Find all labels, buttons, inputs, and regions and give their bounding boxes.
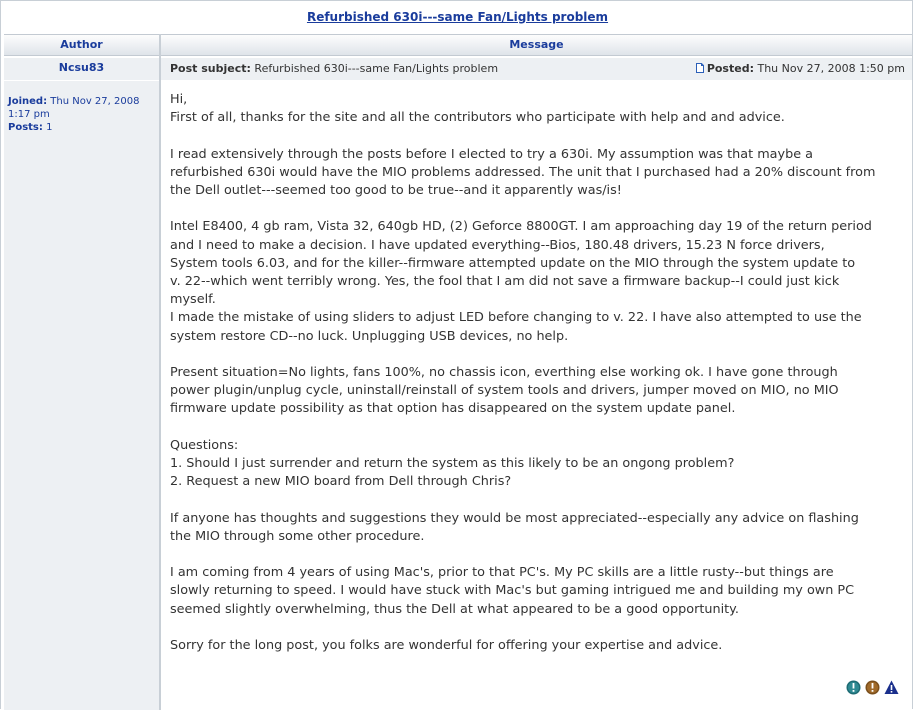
report-warning-icon[interactable] [884, 680, 899, 695]
post-body-line: the Dell outlet---seemed too good to be true--and it apparently was/is! [170, 183, 622, 198]
paragraph-gap [170, 346, 905, 364]
joined-date: Thu Nov 27, 2008 1:17 pm [8, 96, 140, 120]
post-link-icon[interactable] [696, 63, 704, 73]
post-body-line: Hi, [170, 92, 188, 107]
post-body-line: Intel E8400, 4 gb ram, Vista 32, 640gb HD, (2) Geforce 8800GT. I am approaching day 19 of the return period [170, 219, 872, 235]
post-body-line: myself. [170, 292, 216, 308]
post-body-line: First of all, thanks for the site and all the contributors who participate with help and and advice. [170, 110, 785, 126]
column-header-author: Author [4, 34, 159, 56]
paragraph-gap [170, 200, 905, 218]
post-body-line: 2. Request a new MIO board from Dell through Chris? [170, 474, 512, 490]
info-icon[interactable] [846, 680, 861, 695]
post-body-line: slowly returning to speed. I would have stuck with Mac's but gaming intrigued me and building my own PC [170, 583, 855, 599]
post-body-line: refurbished 630i would have the MIO problems addressed. The unit that I purchased had a 20% discount from [170, 164, 876, 180]
topic-title-bar [1, 1, 914, 33]
author-profile-column [4, 81, 159, 710]
post-body-line: power plugin/unplug cycle, uninstall/reinstall of system tools and drivers, jumper moved on MIO, no MIO [170, 383, 839, 399]
column-divider [159, 34, 161, 710]
post-body-line: Present situation=No lights, fans 100%, no chassis icon, everthing else working ok. I have gone through [170, 365, 838, 380]
post-body-line: If anyone has thoughts and suggestions they would be most appreciated--especially any advice on flashing [170, 510, 859, 526]
paragraph-gap [170, 546, 905, 564]
post-body-line: Sorry for the long post, you folks are wonderful for offering your expertise and advice. [170, 637, 723, 653]
subject-text: Refurbished 630i---same Fan/Lights problem [254, 62, 499, 75]
paragraph-gap [170, 619, 905, 637]
post-subject-row [161, 58, 912, 80]
subject-label: Post subject: [170, 62, 251, 75]
post-body-line: I am coming from 4 years of using Mac's, prior to that PC's. My PC skills are a little rusty--but things are [170, 565, 834, 581]
paragraph-gap [170, 419, 905, 437]
post-body-line: firmware update possibility as that option has disappeared on the system update panel. [170, 401, 736, 417]
post-body-line: the MIO through some other procedure. [170, 528, 425, 544]
post-body-line: Questions: [170, 437, 239, 453]
post-footer-icons [846, 680, 899, 696]
paragraph-gap [170, 127, 905, 145]
posts-label: Posts: [8, 122, 43, 133]
paragraph-gap [170, 491, 905, 509]
post-body-line: I made the mistake of using sliders to adjust LED before changing to v. 22. I have also attempted to use the [170, 310, 862, 326]
posted-label: Posted: [706, 62, 754, 75]
post-body-line: and I need to make a decision. I have updated everything--Bios, 180.48 drivers, 15.23 N force drivers, [170, 237, 825, 253]
post-body [170, 91, 905, 655]
post-body-line: seemed slightly overwhelming, thus the Dell at what appeared to be a good opportunity. [170, 601, 739, 617]
topic-title-link[interactable]: Refurbished 630i---same Fan/Lights problem [306, 10, 609, 24]
joined-label: Joined: [8, 96, 48, 107]
post-body-line: v. 22--which went terribly wrong. Yes, the fool that I am did not save a firmware backup--I could just kick [170, 274, 840, 289]
posted-date: Thu Nov 27, 2008 1:50 pm [757, 62, 905, 75]
post-body-line: system restore CD--no luck. Unplugging USB devices, no help. [170, 328, 569, 344]
profile-info-icon[interactable] [865, 680, 880, 695]
author-name[interactable]: Ncsu83 [4, 58, 159, 80]
author-profile [8, 95, 158, 134]
post-body-line: I read extensively through the posts before I elected to try a 630i. My assumption was that maybe a [170, 146, 813, 162]
column-header-message: Message [161, 34, 912, 56]
posts-count: 1 [46, 122, 53, 133]
post-body-line: System tools 6.03, and for the killer--firmware attempted update on the MIO through the system update to [170, 255, 856, 271]
post-body-line: 1. Should I just surrender and return the system as this likely to be an ongong problem? [170, 456, 735, 471]
